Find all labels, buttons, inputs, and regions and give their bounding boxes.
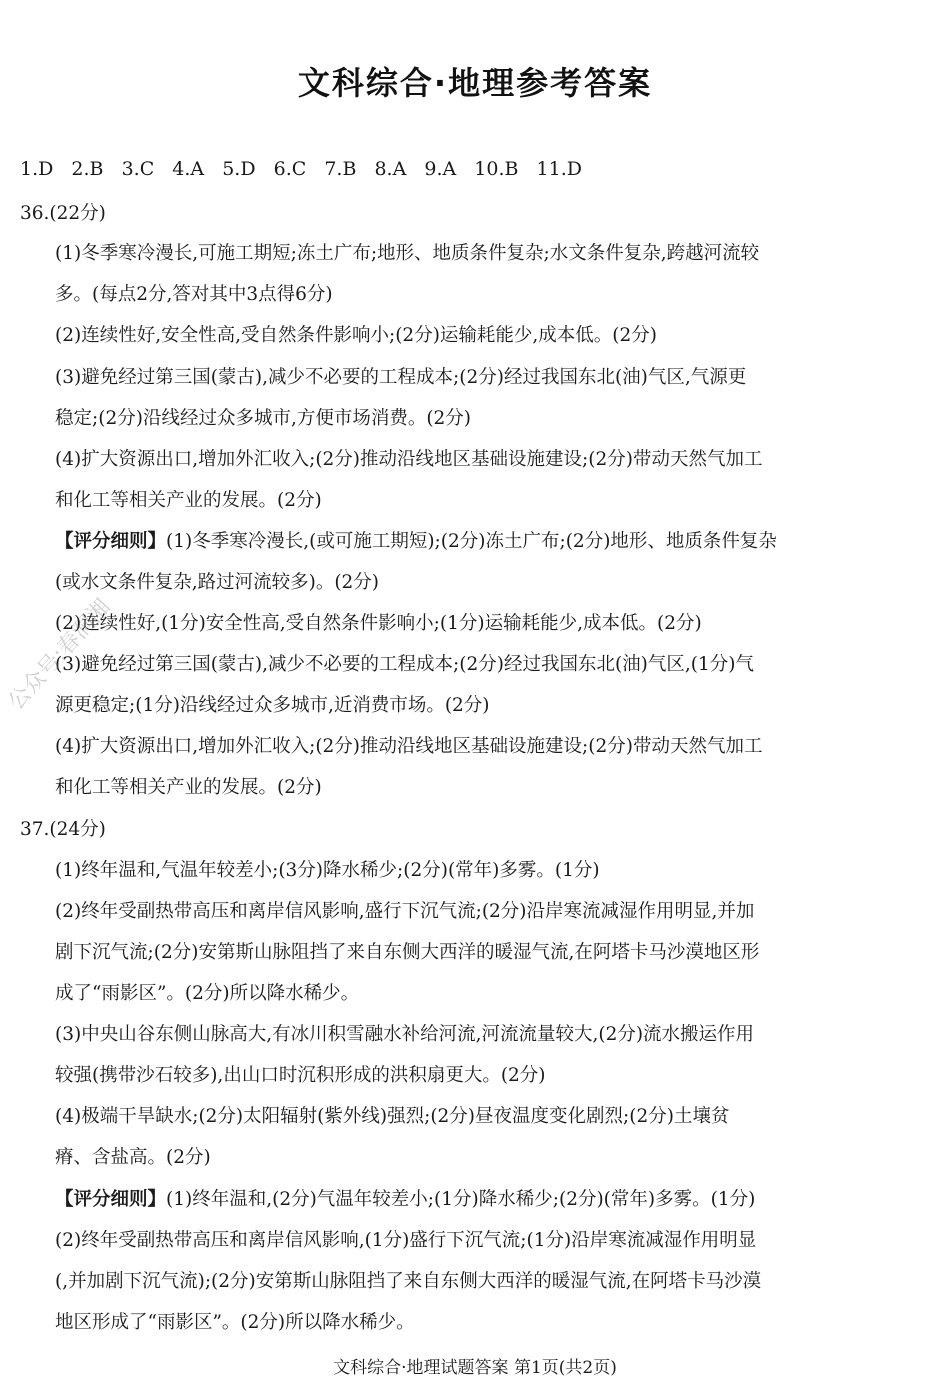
q36-rubric-line: 源更稳定;(1分)沿线经过众多城市,近消费市场。(2分) (55, 695, 490, 716)
q36-rubric-line: 和化工等相关产业的发展。(2分) (55, 777, 322, 798)
choice-answer: 4.A (172, 158, 205, 180)
choice-answer: 7.B (324, 158, 357, 180)
q36-rubric-first-line (55, 530, 777, 554)
q37-rubric-line: (2)终年受副热带高压和离岸信风影响,(1分)盛行下沉气流;(1分)沿岸寒流减湿作用明显 (55, 1230, 757, 1251)
q37-rubric-line: (1)终年温和,(2分)气温年较差小;(1分)降水稀少;(2分)(常年)多雾。(1分) (166, 1189, 756, 1210)
q36-line: (1)冬季寒冷漫长,可施工期短;冻土广布;地形、地质条件复杂;水文条件复杂,跨越河流较 (55, 243, 760, 264)
q36-header: 36.(22分) (20, 203, 106, 224)
choice-answer: 1.D (20, 158, 54, 180)
choice-answer: 11.D (536, 158, 582, 180)
choice-answer: 6.C (273, 158, 307, 180)
q36-rubric-line: (2)连续性好,(1分)安全性高,受自然条件影响小;(1分)运输耗能少,成本低。(2分) (55, 613, 702, 634)
q36-rubric-line: (4)扩大资源出口,增加外汇收入;(2分)推动沿线地区基础设施建设;(2分)带动天然气加工 (55, 736, 763, 757)
q36-line: (2)连续性好,安全性高,受自然条件影响小;(2分)运输耗能少,成本低。(2分) (55, 325, 657, 346)
q37-line: (3)中央山谷东侧山脉高大,有冰川积雪融水补给河流,河流流量较大,(2分)流水搬运作用 (55, 1024, 755, 1045)
q36-line: 多。(每点2分,答对其中3点得6分) (55, 284, 333, 305)
page-footer: 文科综合·地理试题答案 第1页(共2页) (333, 1358, 617, 1378)
q37-line: (4)极端干旱缺水;(2分)太阳辐射(紫外线)强烈;(2分)昼夜温度变化剧烈;(2分)土壤贫 (55, 1106, 730, 1127)
q36-line: 稳定;(2分)沿线经过众多城市,方便市场消费。(2分) (55, 408, 472, 429)
q37-rubric-line: 地区形成了“雨影区”。(2分)所以降水稀少。 (55, 1312, 415, 1333)
choice-answer: 5.D (222, 158, 256, 180)
choice-answer: 3.C (121, 158, 155, 180)
watermark: 公众号:春洞湘 (3, 594, 116, 716)
q37-line: 成了“雨影区”。(2分)所以降水稀少。 (55, 983, 360, 1004)
q37-rubric-first-line (55, 1188, 755, 1212)
page-title: 文科综合·地理参考答案 (297, 64, 653, 102)
q36-rubric-line: (1)冬季寒冷漫长,(或可施工期短);(2分)冻土广布;(2分)地形、地质条件复杂 (166, 531, 777, 552)
choice-answer: 9.A (424, 158, 457, 180)
q36-rubric-line: (或水文条件复杂,路过河流较多)。(2分) (55, 572, 380, 593)
q37-header: 37.(24分) (20, 819, 106, 840)
choice-answer: 10.B (474, 158, 519, 180)
choice-answer: 2.B (71, 158, 104, 180)
q37-line: 较强(携带沙石较多),出山口时沉积形成的洪积扇更大。(2分) (55, 1065, 546, 1086)
q36-line: 和化工等相关产业的发展。(2分) (55, 490, 322, 511)
q36-line: (3)避免经过第三国(蒙古),减少不必要的工程成本;(2分)经过我国东北(油)气区,气源更 (55, 367, 747, 388)
choice-answers (20, 158, 594, 180)
q36-line: (4)扩大资源出口,增加外汇收入;(2分)推动沿线地区基础设施建设;(2分)带动天然气加工 (55, 449, 763, 470)
choice-answer: 8.A (374, 158, 407, 180)
q37-line: 瘠、含盐高。(2分) (55, 1147, 211, 1168)
rubric-label: 【评分细则】 (55, 1189, 167, 1210)
q37-rubric-line: (,并加剧下沉气流);(2分)安第斯山脉阻挡了来自东侧大西洋的暖湿气流,在阿塔卡马沙漠 (55, 1271, 762, 1292)
q37-line: (2)终年受副热带高压和离岸信风影响,盛行下沉气流;(2分)沿岸寒流减湿作用明显,并加 (55, 901, 755, 922)
q37-line: (1)终年温和,气温年较差小;(3分)降水稀少;(2分)(常年)多雾。(1分) (55, 860, 600, 881)
q36-rubric-line: (3)避免经过第三国(蒙古),减少不必要的工程成本;(2分)经过我国东北(油)气区,(1分)气 (55, 654, 754, 675)
rubric-label: 【评分细则】 (55, 531, 167, 552)
q37-line: 剧下沉气流;(2分)安第斯山脉阻挡了来自东侧大西洋的暖湿气流,在阿塔卡马沙漠地区形 (55, 942, 760, 963)
